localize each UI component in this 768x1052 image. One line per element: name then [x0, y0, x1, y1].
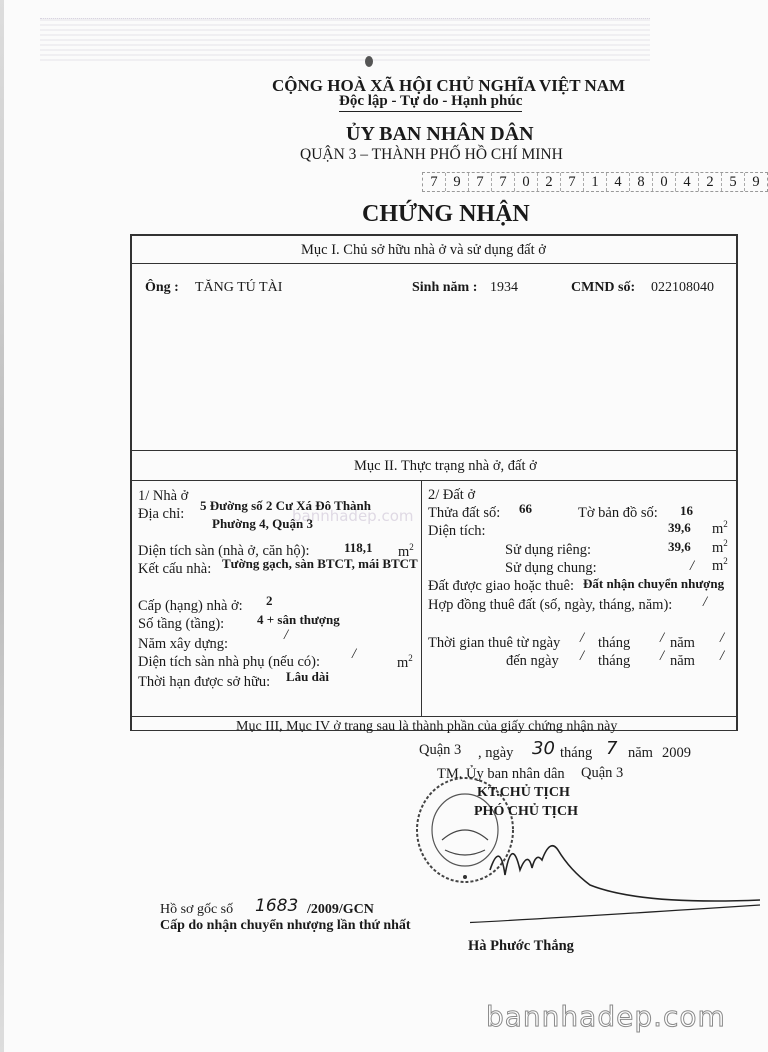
floor-area-value: 118,1: [344, 540, 373, 555]
document-title: CHỨNG NHẬN: [362, 201, 530, 227]
shared-use-label: Sử dụng chung:: [505, 560, 597, 576]
year-label: năm: [628, 745, 653, 761]
district: QUẬN 3 – THÀNH PHỐ HỒ CHÍ MINH: [300, 146, 563, 163]
unit-sup: 2: [408, 653, 413, 663]
table-left-border: [130, 234, 132, 731]
month-label: tháng: [560, 745, 593, 761]
plot-value: 66: [519, 501, 532, 516]
year-built-value: /: [284, 627, 289, 643]
grade-value: 2: [266, 593, 273, 608]
serial-digit: 0: [515, 173, 538, 191]
authority: ỦY BAN NHÂN DÂN: [346, 123, 534, 145]
allocation-value: Đất nhận chuyển nhượng: [583, 576, 725, 591]
owner-label: Ông :: [145, 280, 179, 295]
role-1: KT.CHỦ TỊCH: [477, 785, 570, 800]
lease-to-day: /: [580, 648, 585, 664]
section-1-heading: Mục I. Chủ sở hữu nhà ở và sử dụng đất ở: [301, 242, 546, 258]
serial-digit: 4: [607, 173, 630, 191]
unit-sup: 2: [723, 519, 728, 529]
signer-name: Hà Phước Thắng: [468, 938, 574, 954]
ownership-term-value: Lâu dài: [286, 669, 329, 684]
structure-value: Tường gạch, sàn BTCT, mái BTCT: [222, 556, 418, 571]
file-label: Hồ sơ gốc số: [160, 902, 234, 917]
signature-stroke: [490, 846, 760, 901]
serial-digit: 5: [722, 173, 745, 191]
land-title: 2/ Đất ở: [428, 487, 476, 503]
lease-to-month-label: tháng: [598, 653, 631, 669]
unit-sup: 2: [409, 542, 414, 552]
signing-month: 7: [606, 738, 618, 759]
serial-digit: 7: [492, 173, 515, 191]
unit-sup: 2: [723, 538, 728, 548]
serial-digit: 7: [423, 173, 446, 191]
lease-contract-value: /: [703, 594, 708, 610]
scan-artifact: [40, 18, 650, 61]
address-label: Địa chỉ:: [138, 506, 185, 522]
aux-area-value: /: [352, 646, 357, 662]
structure-label: Kết cấu nhà:: [138, 561, 212, 577]
private-use-value: 39,6: [668, 539, 691, 554]
unit-sup: 2: [723, 556, 728, 566]
serial-digit: 1: [584, 173, 607, 191]
lease-contract-label: Hợp đồng thuê đất (số, ngày, tháng, năm):: [428, 597, 673, 613]
shared-use-unit: [712, 556, 728, 575]
table-top-border: [130, 234, 737, 236]
signing-year: 2009: [662, 745, 691, 761]
lease-from-month-label: tháng: [598, 635, 631, 651]
lease-from-day: /: [580, 630, 585, 646]
divider: [130, 480, 737, 481]
year-built-label: Năm xây dựng:: [138, 636, 229, 652]
section-2-heading: Mục II. Thực trạng nhà ở, đất ở: [354, 458, 537, 474]
watermark: bannhadep.com: [486, 1000, 726, 1033]
scan-edge: [0, 0, 4, 1052]
birth-year: 1934: [490, 280, 518, 295]
land-area-label: Diện tích:: [428, 523, 486, 539]
serial-number: [422, 172, 768, 192]
issue-note: Cấp do nhận chuyển nhượng lần thứ nhất: [160, 918, 411, 933]
allocation-label: Đất được giao hoặc thuê:: [428, 578, 574, 594]
column-divider: [421, 480, 422, 716]
table-right-border: [736, 234, 738, 731]
lease-from-month: /: [660, 630, 665, 646]
punch-hole-mark: [365, 56, 373, 67]
address-line-2: Phường 4, Quận 3: [212, 516, 313, 531]
birth-label: Sinh năm :: [412, 280, 478, 295]
unit: m: [712, 557, 724, 574]
signature: [470, 830, 768, 930]
signing-day: 30: [532, 738, 555, 759]
serial-digit: 0: [653, 173, 676, 191]
floor-area-label: Diện tích sàn (nhà ở, căn hộ):: [138, 543, 310, 559]
unit: m: [398, 543, 410, 560]
lease-to-label: đến ngày: [506, 653, 559, 669]
lease-to-year: /: [720, 648, 725, 664]
aux-area-unit: [397, 653, 413, 672]
lease-to-year-label: năm: [670, 653, 695, 669]
serial-digit: 4: [676, 173, 699, 191]
divider: [130, 450, 737, 451]
divider: [130, 263, 737, 264]
aux-area-label: Diện tích sàn nhà phụ (nếu có):: [138, 654, 321, 670]
signing-place: Quận 3: [419, 742, 462, 758]
day-label: , ngày: [478, 745, 514, 761]
shared-use-value: /: [690, 558, 695, 574]
map-sheet-label: Tờ bản đồ số:: [578, 505, 658, 521]
serial-digit: 2: [699, 173, 722, 191]
private-use-unit: [712, 538, 728, 557]
serial-digit: 9: [446, 173, 469, 191]
floors-value: 4 + sân thượng: [257, 612, 340, 627]
signature-tail: [470, 905, 760, 925]
floors-label: Số tầng (tầng):: [138, 616, 225, 632]
plot-label: Thửa đất số:: [428, 505, 501, 521]
id-number: 022108040: [651, 280, 714, 295]
serial-digit: 7: [469, 173, 492, 191]
serial-digit: 7: [561, 173, 584, 191]
country-name: CỘNG HOÀ XÃ HỘI CHỦ NGHĨA VIỆT NAM: [272, 76, 626, 95]
lease-from-year: /: [720, 630, 725, 646]
grade-label: Cấp (hạng) nhà ở:: [138, 598, 243, 614]
file-suffix: /2009/GCN: [307, 902, 374, 917]
id-label: CMND số:: [571, 280, 636, 295]
role-2: PHÓ CHỦ TỊCH: [474, 804, 578, 819]
house-title: 1/ Nhà ở: [138, 488, 189, 504]
address-line-1: 5 Đường số 2 Cư Xá Đô Thành: [200, 498, 372, 513]
map-sheet-value: 16: [680, 503, 693, 518]
ownership-term-label: Thời hạn được sở hữu:: [138, 674, 271, 690]
unit: m: [712, 539, 724, 556]
lease-from-label: Thời gian thuê từ ngày: [428, 635, 561, 651]
unit: m: [397, 654, 409, 671]
on-behalf-place: Quận 3: [581, 765, 624, 781]
serial-digit: 2: [538, 173, 561, 191]
serial-digit: 9: [752, 174, 760, 190]
lease-from-year-label: năm: [670, 635, 695, 651]
footer-note: Mục III, Mục IV ở trang sau là thành phần của giấy chứng nhận này: [236, 719, 618, 734]
owner-name: TĂNG TÚ TÀI: [195, 280, 283, 295]
divider: [130, 716, 737, 717]
unit: m: [712, 520, 724, 537]
private-use-label: Sử dụng riêng:: [505, 542, 591, 558]
land-area-unit: [712, 519, 728, 538]
motto: Độc lập - Tự do - Hạnh phúc: [339, 93, 522, 112]
lease-to-month: /: [660, 648, 665, 664]
serial-digit: 8: [630, 173, 653, 191]
file-number: 1683: [255, 896, 299, 916]
watermark-faint: bannhadep.com: [292, 507, 414, 525]
seal-star: [463, 875, 467, 879]
on-behalf: TM. Ủy ban nhân dân: [437, 766, 565, 782]
land-area-value: 39,6: [668, 520, 691, 535]
